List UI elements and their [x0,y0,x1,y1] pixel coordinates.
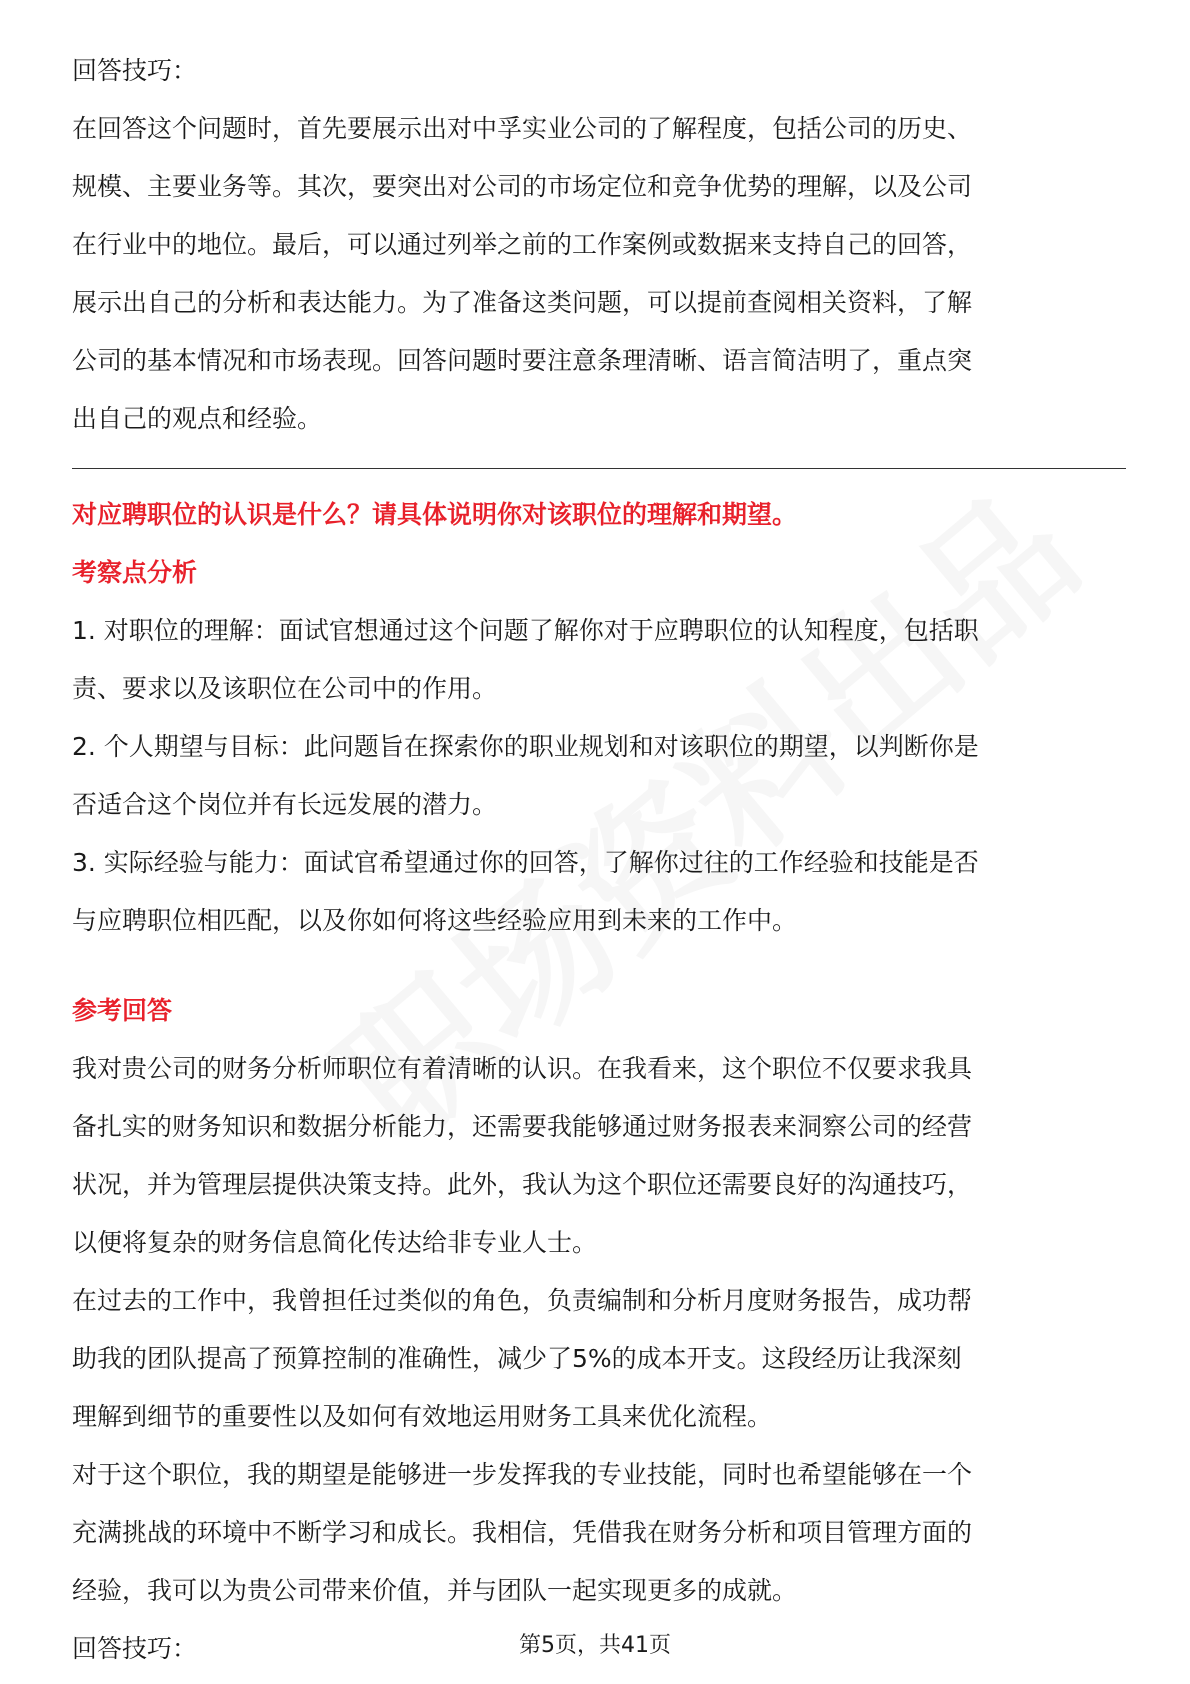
tips-line: 在回答这个问题时，首先要展示出对中孚实业公司的了解程度，包括公司的历史、 [72,114,973,143]
analysis-heading: 考察点分析 [72,558,198,587]
answer-line: 助我的团队提高了预算控制的准确性，减少了5%的成本开支。这段经历让我深刻 [72,1344,962,1373]
analysis-line: 否适合这个岗位并有长远发展的潜力。 [72,790,498,819]
answer-line: 备扎实的财务知识和数据分析能力，还需要我能够通过财务报表来洞察公司的经营 [72,1112,973,1141]
analysis-line: 2. 个人期望与目标：此问题旨在探索你的职业规划和对该职位的期望，以判断你是 [72,732,979,761]
page-number: 第5页，共41页 [519,1633,671,1658]
tips-section [72,42,1126,448]
answer-line: 以便将复杂的财务信息简化传达给非专业人士。 [72,1228,598,1257]
answer-line: 充满挑战的环境中不断学习和成长。我相信，凭借我在财务分析和项目管理方面的 [72,1518,973,1547]
answer-line: 在过去的工作中，我曾担任过类似的角色，负责编制和分析月度财务报告，成功帮 [72,1286,973,1315]
tips-line: 展示出自己的分析和表达能力。为了准备这类问题，可以提前查阅相关资料，了解 [72,288,973,317]
tips-line: 规模、主要业务等。其次，要突出对公司的市场定位和竞争优势的理解，以及公司 [72,172,973,201]
tips-line: 在行业中的地位。最后，可以通过列举之前的工作案例或数据来支持自己的回答， [72,230,973,259]
analysis-line: 3. 实际经验与能力：面试官希望通过你的回答，了解你过往的工作经验和技能是否 [72,848,979,877]
answer-line: 理解到细节的重要性以及如何有效地运用财务工具来优化流程。 [72,1402,773,1431]
answer-heading: 参考回答 [72,996,173,1025]
tips-line: 出自己的观点和经验。 [72,404,323,433]
answer-line: 我对贵公司的财务分析师职位有着清晰的认识。在我看来，这个职位不仅要求我具 [72,1054,973,1083]
answer-section [72,982,1126,1678]
question-title: 对应聘职位的认识是什么？请具体说明你对该职位的理解和期望。 [72,500,798,529]
analysis-line: 与应聘职位相匹配，以及你如何将这些经验应用到未来的工作中。 [72,906,798,935]
tips-line: 公司的基本情况和市场表现。回答问题时要注意条理清晰、语言简洁明了，重点突 [72,346,973,375]
analysis-line: 1. 对职位的理解：面试官想通过这个问题了解你对于应聘职位的认知程度，包括职 [72,616,979,645]
answer-line: 经验，我可以为贵公司带来价值，并与团队一起实现更多的成就。 [72,1576,798,1605]
answer-line: 状况，并为管理层提供决策支持。此外，我认为这个职位还需要良好的沟通技巧， [72,1170,973,1199]
analysis-line: 责、要求以及该职位在公司中的作用。 [72,674,498,703]
question-section [72,486,1126,950]
tips-heading: 回答技巧： [72,56,198,85]
answer-line: 对于这个职位，我的期望是能够进一步发挥我的专业技能，同时也希望能够在一个 [72,1460,973,1489]
answer-tips-heading: 回答技巧： [72,1634,198,1663]
section-divider [72,468,1126,469]
